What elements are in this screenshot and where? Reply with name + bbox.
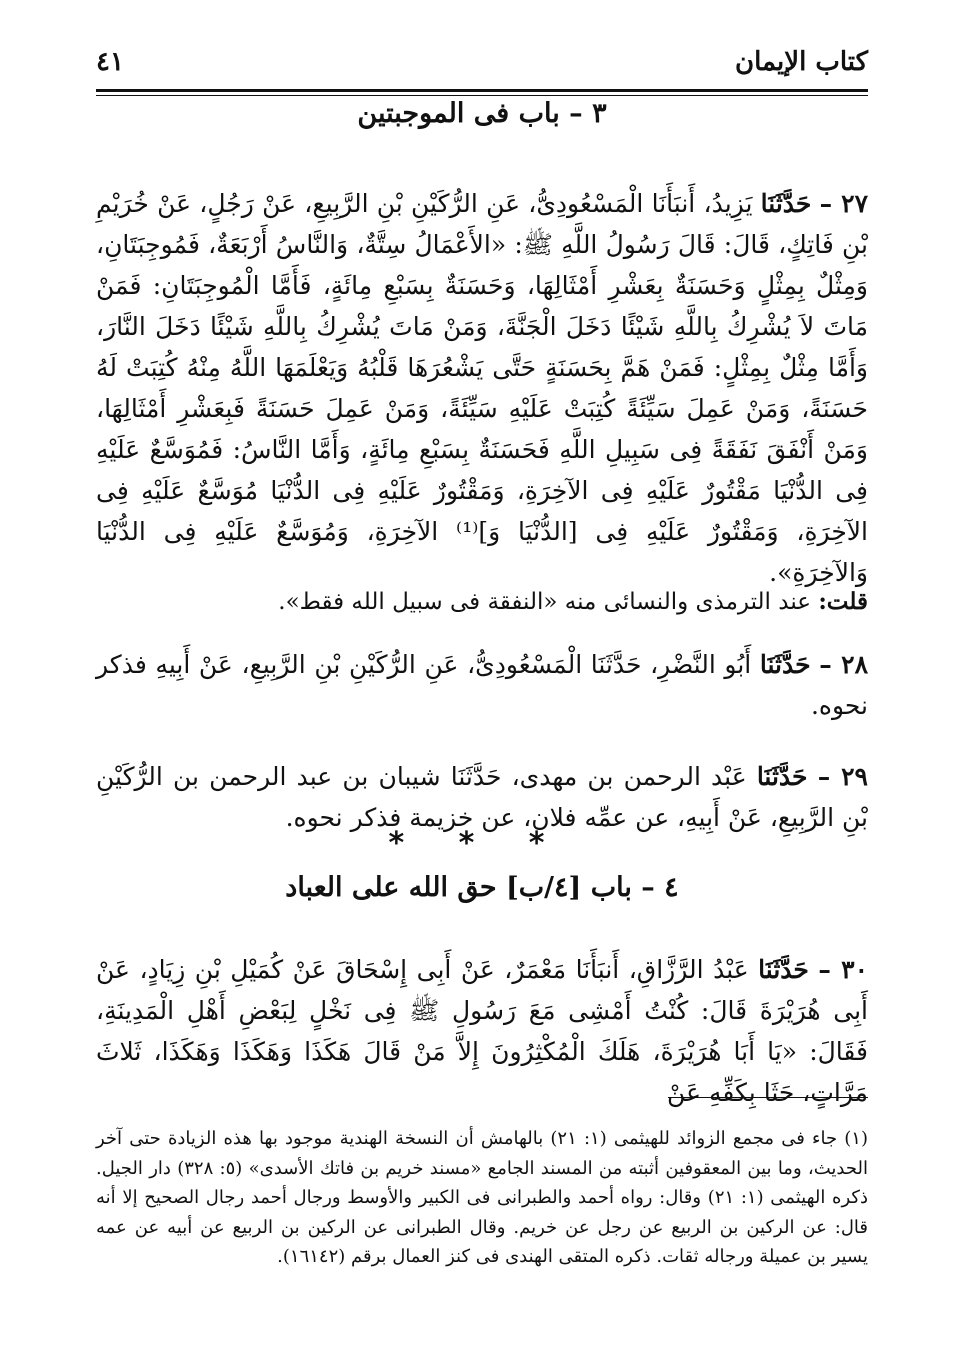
footnote: (١) جاء فى مجمع الزوائد للهيثمى (١: ٢١) بالهامش أن النسخة الهندية موجود بها هذه الزيادة حتى آخر الحديث، وما بين المعقوفين أثبته من المسند الجامع «مسند خريم بن فاتك الأسدى» (٥: ٣٢٨) دار الجيل. ذكره الهيثمى (١: ٢١) وقال: رواه أحمد والطبرانى فى الكبير والأوسط ورجال أحمد رجال الصحيح إلا أنه قال: عن الركين بن الربيع عن رجل عن خريم. وقال الطبرانى عن الركين بن الربيع عن أبيه عن عمه يسير بن عميلة ورجاله ثقات. ذكره المتقى الهندى فى كنز العمال برقم (١٦١٤٢). — [96, 1128, 868, 1267]
qult-text: عند الترمذى والنسائى منه «النفقة فى سبيل الله فقط». — [278, 589, 819, 615]
narration-word: حَدَّثَنَا — [756, 762, 808, 791]
section-separator: * * * — [388, 826, 567, 861]
qult-note — [96, 585, 868, 619]
hadith-27 — [96, 183, 868, 593]
hadith-28 — [96, 644, 868, 726]
hadith-30 — [96, 949, 868, 1113]
footnote-rule — [668, 1097, 868, 1098]
hadith-number: ٣٠ – — [818, 955, 868, 984]
narration-word: حَدَّثَنَا — [760, 189, 812, 218]
hadith-text: أَبُو النَّضْرِ، حَدَّثَنَا الْمَسْعُودِىُّ، عَنِ الرُّكَيْنِ بْنِ الرَّبِيعِ، عَنْ أَبِيهِ فذكر نحوه. — [96, 650, 868, 720]
hadith-number: ٢٧ – — [819, 189, 868, 218]
chapter-heading-4: ٤ – باب [٤/ب] حق الله على العباد — [285, 872, 679, 903]
page-number: ٤١ — [96, 47, 124, 77]
hadith-text: عَبْد الرحمن بن مهدى، حَدَّثَنَا شيبان بن عبد الرحمن بن الرُّكَيْنِ بْنِ الرَّبِيعِ، عَنْ أَبِيهِ، عن عمِّه فلان، عن خزيمة فذكر نحوه. — [96, 762, 868, 832]
header-rule — [96, 89, 868, 96]
qult-label: قلت: — [818, 588, 868, 615]
chapter-heading-3: ٣ – باب فى الموجبتين — [357, 98, 607, 129]
hadith-text: يَزِيدُ، أَنبَأَنَا الْمَسْعُودِىُّ، عَنِ الرُّكَيْنِ بْنِ الرَّبِيعِ، عَنْ رَجُلٍ، عَنْ خُرَيْمِ بْنِ فَاتِكٍ، قَالَ: قَالَ رَسُولُ اللَّهِ ﷺ: «الأَعْمَالُ سِتَّةٌ، وَالنَّاسُ أَرْبَعَةٌ، فَمُوجِبَتَانِ، وَمِثْلٌ بِمِثْلٍ وَحَسَنَةٌ بِعَشْرِ أَمْثَالِهَا، وَحَسَنَةٌ بِسَبْعِ مِائَةٍ، فَأَمَّا الْمُوجِبَتَانِ: فَمَنْ مَاتَ لاَ يُشْرِكُ بِاللَّهِ شَيْئًا دَخَلَ الْجَنَّةَ، وَمَنْ مَاتَ يُشْرِكُ بِاللَّهِ شَيْئًا دَخَلَ النَّارَ، وَأَمَّا مِثْلٌ بِمِثْلٍ: فَمَنْ هَمَّ بِحَسَنَةٍ حَتَّى يَشْعُرَهَا قَلْبُهُ وَيَعْلَمَهَا اللَّهُ مِنْهُ كُتِبَتْ لَهُ حَسَنَةً، وَمَنْ عَمِلَ سَيِّئَةً كُتِبَتْ عَلَيْهِ سَيِّئَةً، وَمَنْ عَمِلَ حَسَنَةً فَبِعَشْرِ أَمْثَالِهَا، وَمَنْ أَنْفَقَ نَفَقَةً فِى سَبِيلِ اللَّهِ فَحَسَنَةٌ بِسَبْعِ مِائَةٍ، وَأَمَّا النَّاسُ: فَمُوَسَّعٌ عَلَيْهِ فِى الدُّنْيَا مَقْتُورٌ عَلَيْهِ فِى الآخِرَةِ، وَمَقْتُورٌ عَلَيْهِ فِى الدُّنْيَا مُوَسَّعٌ عَلَيْهِ فِى الآخِرَةِ، وَمَقْتُورٌ عَلَيْهِ فِى [الدُّنْيَا وَ]⁽¹⁾ الآخِرَةِ، وَمُوَسَّعٌ عَلَيْهِ فِى الدُّنْيَا وَالآخِرَةِ». — [96, 189, 868, 587]
hadith-number: ٢٨ – — [819, 650, 868, 679]
hadith-text: عَبْدُ الرَّزَّاقِ، أَنبَأَنَا مَعْمَرٌ، عَنْ أَبِى إِسْحَاقَ عَنْ كُمَيْلِ بْنِ زِيَادٍ، عَنْ أَبِى هُرَيْرَةَ قَالَ: كُنْتُ أَمْشِى مَعَ رَسُولِ ﷺ فِى نَخْلٍ لِبَعْضِ أَهْلِ الْمَدِينَةِ، فَقَالَ: «يَا أَبَا هُرَيْرَةَ، هَلَكَ الْمُكْثِرُونَ إِلاَّ مَنْ قَالَ هَكَذَا وَهَكَذَا وَهَكَذَا، ثَلاثَ مَرَّاتٍ، حَثَا بِكَفِّهِ عَنْ — [96, 955, 868, 1107]
hadith-number: ٢٩ – — [817, 762, 868, 791]
narration-word: حَدَّثَنَا — [758, 955, 809, 984]
running-header — [96, 40, 868, 84]
book-title: كتاب الإيمان — [734, 47, 868, 77]
narration-word: حَدَّثَنَا — [759, 650, 811, 679]
